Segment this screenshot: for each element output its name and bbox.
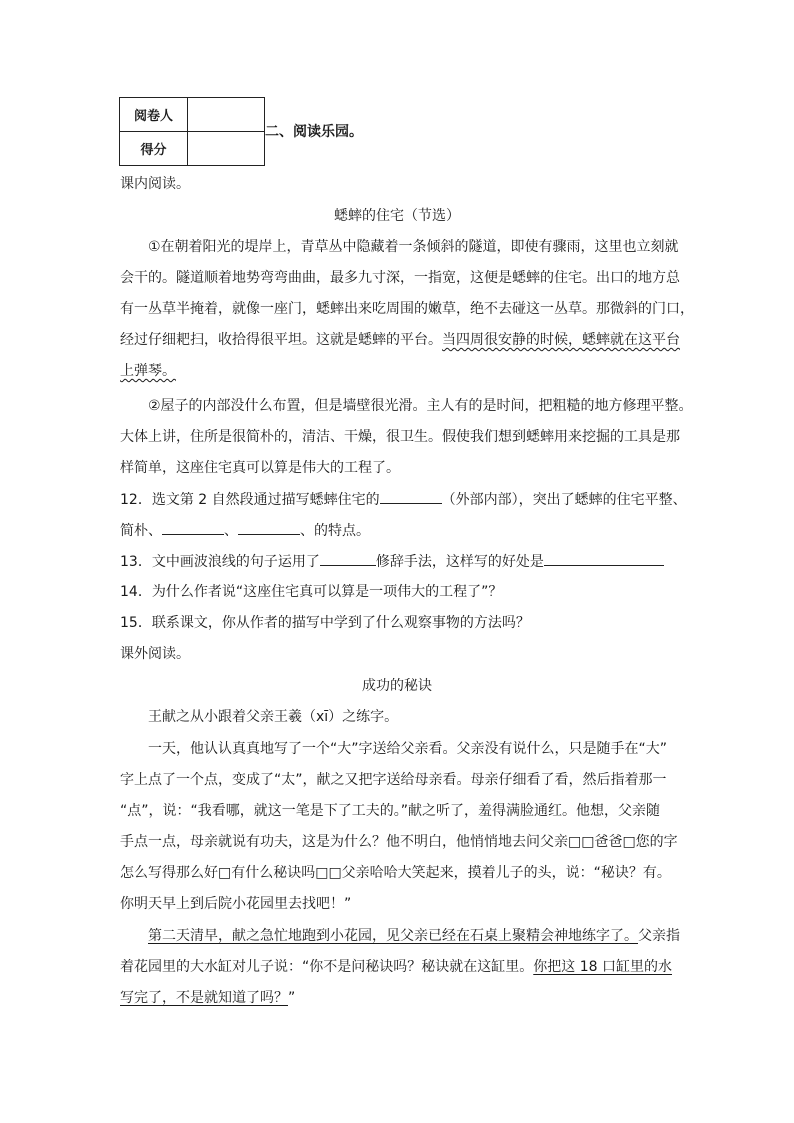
underlined-sentence-2-part1: 你把这 18 口缸里的水 [533,959,672,975]
extra-p2-line-6: 你明天早上到后院小花园里去找吧！” [120,896,352,912]
p2-line-3: 样简单，这座住宅真可以算是伟大的工程了。 [120,460,400,476]
q12-text-e: 、的特点。 [300,523,370,539]
extra-p3-line-2-text: 着花园里的大水缸对儿子说：“你不是问秘诀吗？秘诀就在这缸里。 [120,959,534,975]
in-class-label: 课内阅读。 [120,176,190,192]
p1-line-2: 会干的。隧道顺着地势弯弯曲曲，最多九寸深，一指宽，这便是蟋蟀的住宅。出口的地方总 [120,270,680,286]
p1-line-3: 有一丛草半掩着，就像一座门，蟋蟀出来吃周围的嫩草，绝不去碰这一丛草。那微斜的门口， [120,301,694,317]
q12-blank-2[interactable] [162,520,224,535]
q12-blank-3[interactable] [238,520,300,535]
p2-line-1: ②屋子的内部没什么布置，但是墙壁很光滑。主人有的是时间，把粗糙的地方修理平整。 [148,398,693,414]
extra-p3-line-2 [120,957,672,977]
score-table [119,97,265,166]
in-class-title: 蟋蟀的住宅（节选） [334,208,460,224]
grader-label: 阅卷人 [120,98,188,132]
extra-reading-label: 课外阅读。 [120,646,190,662]
question-14: 14．为什么作者说“这座住宅真可以算是一项伟大的工程了”？ [120,584,503,600]
p2-line-2: 大体上讲，住所是很简朴的，清洁、干燥，很卫生。假使我们想到蟋蟀用来挖掘的工具是那 [120,429,680,445]
p1-line-1: ①在朝着阳光的堤岸上，青草丛中隐藏着一条倾斜的隧道，即使有骤雨，这里也立刻就 [148,239,679,255]
question-13 [120,551,664,572]
grader-cell[interactable] [188,98,265,132]
q12-text-d: 、 [224,523,238,539]
q12-text-c: 简朴、 [120,523,162,539]
extra-p2-line-4: 手点一点，母亲就说有功夫，这是为什么？他不明白，他悄悄地去问父亲□□爸爸□您的字 [120,834,678,850]
question-15: 15．联系课文，你从作者的描写中学到了什么观察事物的方法吗？ [120,615,530,631]
score-cell[interactable] [188,132,265,166]
extra-reading-title: 成功的秘诀 [362,678,432,694]
p1-line-4-text: 经过仔细耙扫，收拾得很平坦。这就是蟋蟀的平台。 [120,332,442,348]
q13-text-b: 修辞手法，这样写的好处是 [375,554,544,570]
extra-p3-line-1-text: 父亲指 [638,928,680,944]
underlined-sentence-2-part2: 写完了，不是就知道了吗？ [120,990,288,1006]
q12-blank-1[interactable] [380,489,442,504]
extra-p2-line-3: “点”，说：“我看哪，就这一笔是下了工夫的。”献之听了，羞得满脸通红。他想，父亲随 [120,803,661,819]
extra-p3-line-3 [120,988,295,1008]
extra-p3-line-1 [148,926,680,946]
q12-text-a: 12．选文第 2 自然段通过描写蟋蟀住宅的 [120,492,380,508]
p1-line-5 [120,361,176,381]
q13-text-a: 13．文中画波浪线的句子运用了 [120,554,320,570]
section-heading: 二、阅读乐园。 [265,124,363,140]
underlined-sentence-1: 第二天清早，献之急忙地跑到小花园，见父亲已经在石桌上聚精会神地练字了。 [148,928,638,944]
wavy-sentence-part1: 当四周很安静的时候，蟋蟀就在这平台 [442,332,680,348]
extra-p2-line-2: 字上点了一个点，变成了“太”，献之又把字送给母亲看。母亲仔细看了看，然后指着那一 [120,772,667,788]
extra-p3-line-3-text: ” [288,990,296,1006]
extra-p2-line-1: 一天，他认认真真地写了一个“大”字送给父亲看。父亲没有说什么，只是随手在“大” [148,741,668,757]
wavy-sentence-part2: 上弹琴。 [120,363,176,379]
question-12-line-1 [120,489,687,510]
extra-p2-line-5: 怎么写得那么好□有什么秘诀吗□□父亲哈哈大笑起来，摸着儿子的头，说：“秘诀？有。 [120,865,671,881]
extra-p1: 王献之从小跟着父亲王羲（xī）之练字。 [148,709,399,725]
p1-line-4 [120,330,680,350]
question-12-line-2 [120,520,370,541]
score-label: 得分 [120,132,188,166]
q13-blank-2[interactable] [544,551,664,566]
q12-text-b: （外部内部），突出了蟋蟀的住宅平整、 [441,492,687,508]
q13-blank-1[interactable] [320,551,376,566]
